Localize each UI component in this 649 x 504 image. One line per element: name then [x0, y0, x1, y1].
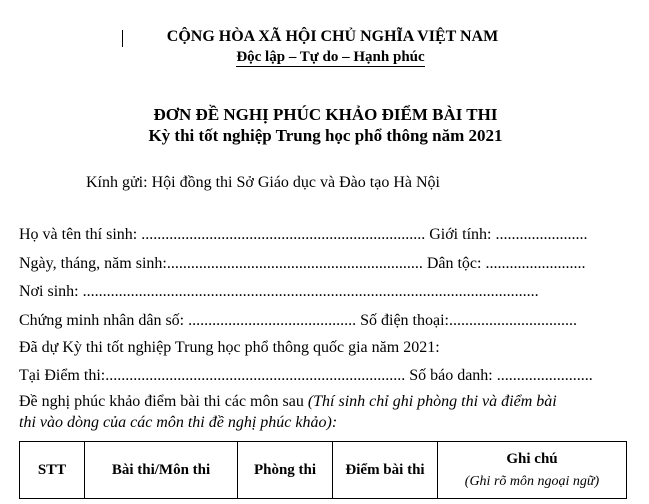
request-lead: Đề nghị phúc khảo điểm bài thi các môn sau — [19, 393, 308, 410]
phone-field[interactable]: Số điện thoại:................................ — [356, 312, 577, 329]
ethnicity-field[interactable]: Dân tộc: ......................... — [422, 255, 586, 272]
motto — [6, 49, 649, 66]
table-header-row — [20, 442, 627, 499]
col-note-label: Ghi chú — [506, 450, 558, 467]
document-title: ĐƠN ĐỀ NGHỊ PHÚC KHẢO ĐIỂM BÀI THI — [153, 105, 498, 124]
nation-header: CỘNG HÒA XÃ HỘI CHỦ NGHĨA VIỆT NAM — [166, 28, 499, 45]
col-room: Phòng thi — [238, 442, 333, 499]
id-phone-line — [19, 312, 577, 330]
col-note-sub: (Ghi rõ môn ngoại ngữ) — [464, 473, 600, 489]
col-score: Điểm bài thi — [333, 442, 438, 499]
dob-field[interactable]: Ngày, tháng, năm sinh:................................................................ — [19, 255, 423, 272]
motto-text: Độc lập – Tự do – Hạnh phúc — [236, 49, 425, 65]
full-name-field[interactable]: Họ và tên thí sinh: ....................................................................... — [19, 226, 426, 243]
col-subject: Bài thi/Môn thi — [85, 442, 238, 499]
recipient-line: Kính gửi: Hội đồng thi Sở Giáo dục và Đào tạo Hà Nội — [86, 174, 440, 191]
candidate-number-field[interactable]: Số báo danh: ........................ — [405, 367, 593, 384]
name-gender-line — [19, 226, 587, 244]
exam-site-line — [19, 367, 593, 385]
subjects-table — [19, 441, 627, 499]
id-number-field[interactable]: Chứng minh nhân dân số: .......................................... — [19, 312, 357, 329]
exam-statement: Đã dự Kỳ thi tốt nghiệp Trung học phổ thông quốc gia năm 2021: — [19, 339, 440, 356]
col-stt: STT — [20, 442, 85, 499]
birthplace-field[interactable]: Nơi sinh: .................................................................................................................. — [19, 283, 539, 300]
request-note-continued: thi vào dòng của các môn thi đề nghị phúc khảo): — [19, 414, 338, 431]
request-line — [19, 393, 557, 411]
col-note — [438, 442, 627, 499]
dob-ethnicity-line — [19, 255, 585, 273]
request-note: (Thí sinh chỉ ghi phòng thi và điểm bài — [307, 393, 557, 410]
document-subtitle: Kỳ thi tốt nghiệp Trung học phổ thông năm 2021 — [148, 126, 503, 145]
gender-field[interactable]: Giới tính: ....................... — [425, 226, 588, 243]
exam-site-field[interactable]: Tại Điểm thi:........................................................................... — [19, 367, 406, 384]
